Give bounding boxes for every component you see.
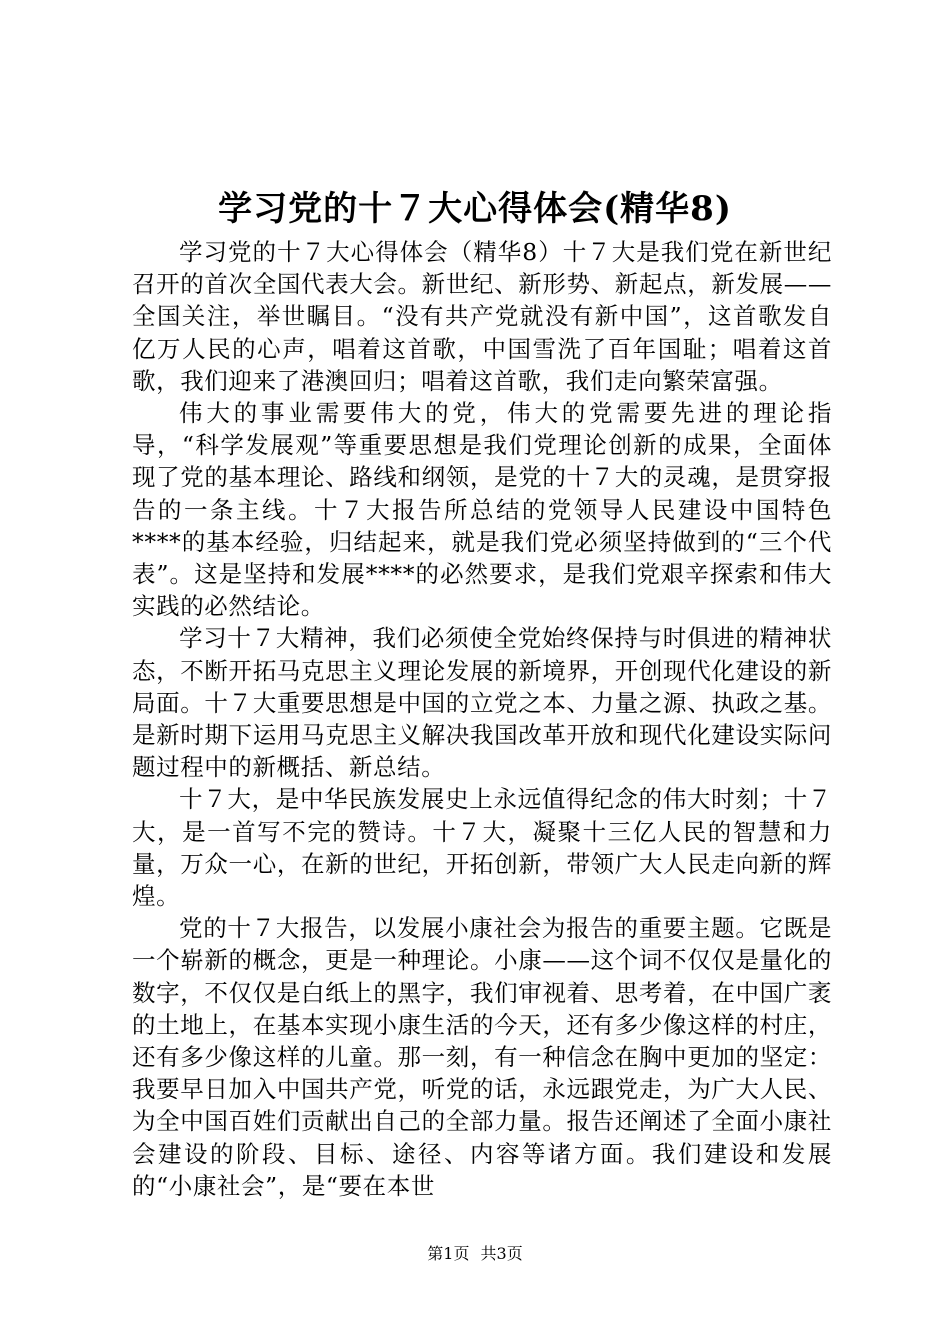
page-total: 共3页: [480, 1244, 523, 1263]
paragraph-4: 十７大，是中华民族发展史上永远值得纪念的伟大时刻；十７大，是一首写不完的赞诗。十７大，凝聚十三亿人民的智慧和力量，万众一心，在新的世纪，开拓创新，带领广大人民走向新的辉煌。: [132, 785, 832, 911]
document-title: 学习党的十７大心得体会(精华8): [218, 189, 732, 229]
paragraph-5: 党的十７大报告，以发展小康社会为报告的重要主题。它既是一个崭新的概念，更是一种理论。小康——这个词不仅仅是量化的数字，不仅仅是白纸上的黑字，我们审视着、思考着，在中国广袤的土地上，在基本实现小康生活的今天，还有多少像这样的村庄，还有多少像这样的儿童。那一刻，有一种信念在胸中更加的坚定：我要早日加入中国共产党，听党的话，永远跟党走，为广大人民、为全中国百姓们贡献出自己的全部力量。报告还阐述了全面小康社会建设的阶段、目标、途径、内容等诸方面。我们建设和发展的“小康社会”，是“要在本世: [132, 914, 832, 1200]
document-body: [132, 236, 832, 1202]
paragraph-2: 伟大的事业需要伟大的党，伟大的党需要先进的理论指导，“科学发展观”等重要思想是我们党理论创新的成果，全面体现了党的基本理论、路线和纲领，是党的十７大的灵魂，是贯穿报告的一条主线。十７大报告所总结的党领导人民建设中国特色****的基本经验，归结起来，就是我们党必须坚持做到的“三个代表”。这是坚持和发展****的必然要求，是我们党艰辛探索和伟大实践的必然结论。: [132, 399, 832, 621]
page-number: 第1页: [427, 1244, 470, 1263]
paragraph-3: 学习十７大精神，我们必须使全党始终保持与时俱进的精神状态，不断开拓马克思主义理论发展的新境界，开创现代化建设的新局面。十７大重要思想是中国的立党之本、力量之源、执政之基。是新时期下运用马克思主义解决我国改革开放和现代化建设实际问题过程中的新概括、新总结。: [132, 624, 832, 782]
page-footer: [0, 1243, 950, 1265]
paragraph-1: 学习党的十７大心得体会（精华8）十７大是我们党在新世纪召开的首次全国代表大会。新世纪、新形势、新起点，新发展——全国关注，举世瞩目。“没有共产党就没有新中国”，这首歌发自亿万人民的心声，唱着这首歌，中国雪洗了百年国耻；唱着这首歌，我们迎来了港澳回归；唱着这首歌，我们走向繁荣富强。: [132, 238, 832, 395]
